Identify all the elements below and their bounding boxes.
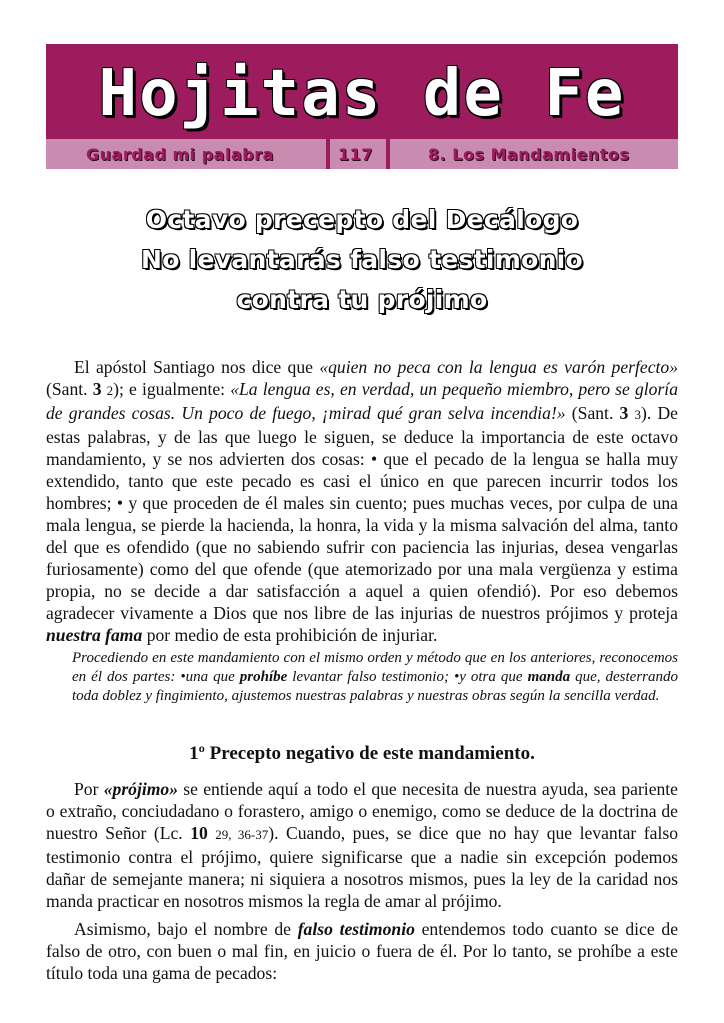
divider-right — [386, 139, 390, 169]
section-label: 8. Los Mandamientos — [428, 144, 630, 164]
header-subbar — [46, 139, 678, 169]
quote-2: «La lengua es, en verdad, un pequeño miembro, pero se gloría de grandes cosas. Un poco de fuego, ¡mirad qué gran selva incendia!» — [46, 379, 678, 423]
intro-paragraph-block — [46, 356, 678, 646]
header-banner — [46, 44, 678, 169]
section-body — [46, 778, 678, 984]
intro-paragraph: El apóstol Santiago nos dice que «quien no peca con la lengua es varón perfecto» (Sant. 3 2); e igualmente: «La lengua es, en verdad, un pequeño miembro, pero se gloría de grandes cosas. Un poco de fuego, ¡mirad qué gran selva incendia!» (Sant. 3 3). De estas palabras, y de las que luego le siguen, se deduce la importancia de este octavo mandamiento, y se nos advierten dos cosas: • que el pecado de la lengua se halla muy extendido, tanto que este pecado es casi el único en que parecen incurrir todos los hombres; • y que proceden de él males sin cuento; pues muchas veces, por culpa de una mala lengua, se pierde la hacienda, la honra, la vida y la misma salvación del alma, tanto del que es ofendido (que no sabiendo sufrir con paciencia las injurias, desea vengarlas furiosamente) como del que ofende (que atemorizado por una mala vergüenza y estima propia, no se decide a dar satisfacción a aquel a quien ofendió). Por eso debemos agradecer vivamente a Dios que nos libre de las injurias de nuestros prójimos y proteja nuestra fama por medio de esta prohibición de injuriar. — [46, 357, 678, 645]
divider-left — [326, 139, 330, 169]
paragraph-falso-testimonio: Asimismo, bajo el nombre de falso testimonio entendemos todo cuanto se dice de falso de otro, con buen o mal fin, en juicio o fuera de él. Por lo tanto, se prohíbe a este título toda una gama de pecados: — [46, 919, 679, 983]
section-heading: 1º Precepto negativo de este mandamiento. — [189, 743, 535, 764]
paragraph-projimo: Por «prójimo» se entiende aquí a todo el que necesita de nuestra ayuda, sea pariente o extraño, conciudadano o forastero, amigo o enemigo, como se deduce de la doctrina de nuestro Señor (Lc. 10 29, 36-37). Cuando, pues, se dice que no hay que levantar falso testimonio contra el prójimo, quiere significarse que a nadie sin excepción podemos dañar de semejante manera; ni siquiera a nosotros mismos, pues la ley de la caridad nos manda practicar en nosotros mismos la regla de amar al prójimo. — [46, 779, 678, 911]
series-label: Guardad mi palabra — [86, 144, 274, 164]
masthead-title: Hojitas de Fe — [98, 57, 626, 131]
quote-1: «quien no peca con la lengua es varón perfecto» — [319, 357, 678, 377]
manda-word: manda — [527, 669, 571, 685]
title-line-3: contra tu prójimo — [236, 285, 488, 314]
title-line-1: Octavo precepto del Decálogo — [145, 205, 579, 234]
prohibe-word: prohíbe — [239, 669, 288, 685]
method-note: Procediendo en este mandamiento con el mismo orden y método que en los anteriores, reconocemos en él dos partes: •una que prohíbe levantar falso testimonio; •y otra que manda que, desterrando toda doblez y fingimiento, ajustemos nuestras palabras y nuestras obras según la sencilla verdad. — [72, 650, 678, 704]
title-line-2: No levantarás falso testimonio — [140, 245, 584, 274]
issue-number: 117 — [338, 144, 373, 164]
page-title — [46, 200, 678, 320]
emphasis-fama: nuestra fama — [46, 625, 143, 645]
